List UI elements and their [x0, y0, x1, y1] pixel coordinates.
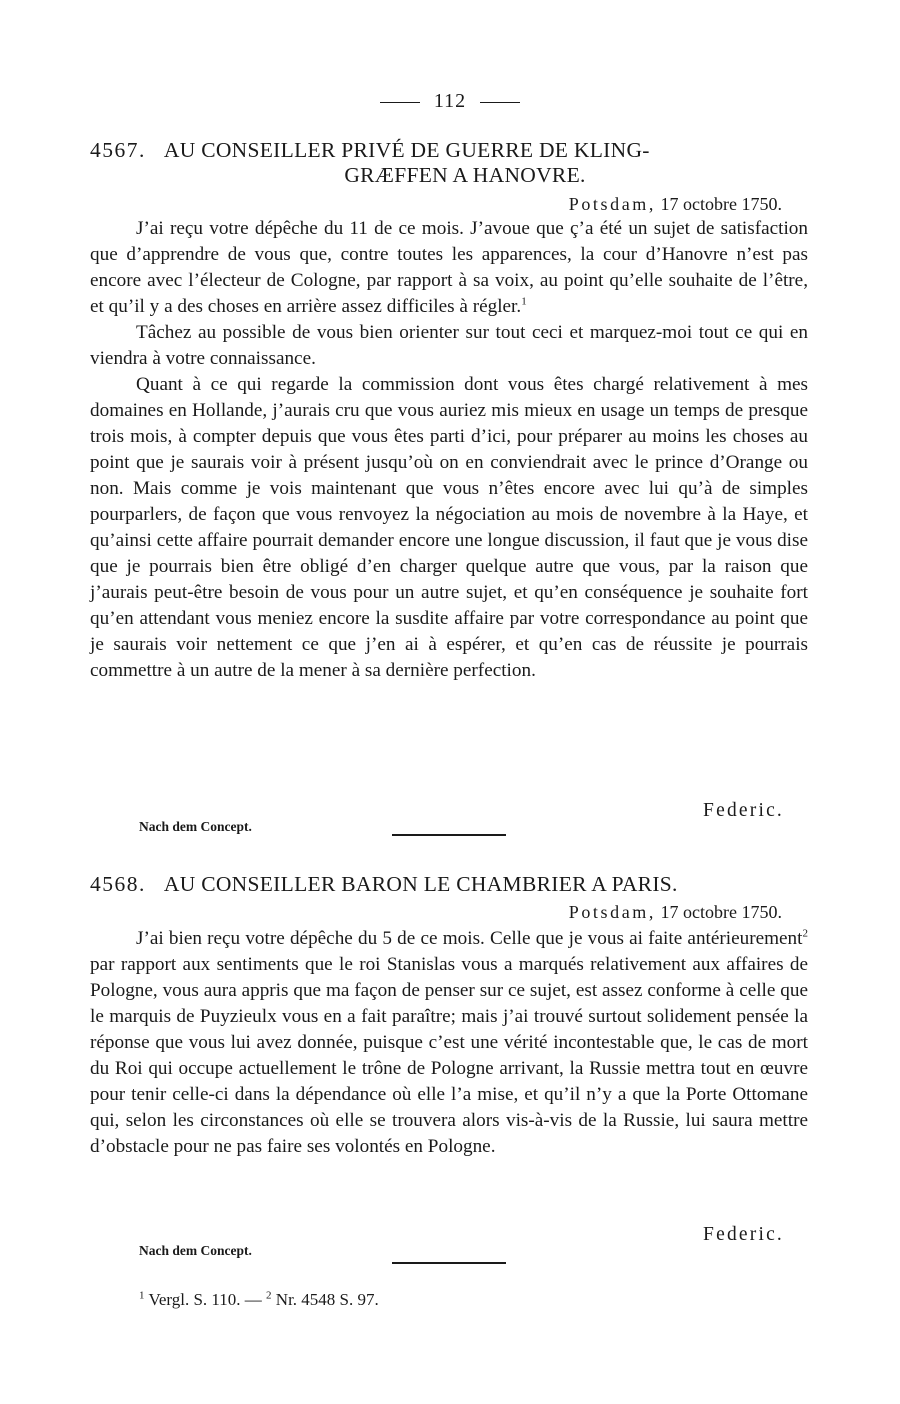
footnote-marker: 2	[802, 927, 808, 940]
letter-4568-source-note: Nach dem Concept.	[139, 1243, 252, 1258]
footnote-marker: 1	[521, 295, 527, 308]
footnotes	[139, 1290, 379, 1310]
letter-4567-signature: Federic.	[703, 800, 784, 821]
letter-4567-dateline	[569, 194, 782, 215]
date-text: 17 octobre 1750.	[660, 194, 782, 214]
letter-paragraph	[90, 216, 808, 320]
header-dash-left	[380, 102, 420, 103]
letter-4567-body	[90, 216, 808, 684]
letter-paragraph: Tâchez au possible de vous bien orienter sur tout ceci et marquez-moi tout ce qui en viendra à votre connaissance.	[90, 322, 808, 369]
footnote-text: Nr. 4548 S. 97.	[275, 1290, 379, 1309]
letter-number: 4568.	[90, 872, 146, 896]
letter-4567-heading	[90, 138, 810, 188]
paragraph-text: J’ai reçu votre dépêche du 11 de ce mois. J’avoue que ç’a été un sujet de satisfaction que d’apprendre de vous que, contre toutes les apparences, la cour d’Hanovre n’est pas encore avec l’électeur de Cologne, par rapport à sa voix, au point qu’elle souhaite de l’être, et qu’il y a des choses en arrière assez difficiles à régler.	[90, 218, 808, 317]
letter-4568-dateline	[569, 902, 782, 923]
letter-4568-body	[90, 926, 808, 1160]
section-divider-rule	[392, 1262, 506, 1264]
letter-number: 4567.	[90, 138, 146, 162]
footnote-text: Vergl. S. 110. —	[148, 1290, 262, 1309]
paragraph-text: J’ai bien reçu votre dépêche du 5 de ce mois. Celle que je vous ai faite antérieurement	[136, 928, 803, 949]
footnote-marker: 2	[266, 1289, 272, 1302]
page-number-header	[0, 90, 900, 113]
letter-paragraph	[90, 926, 808, 1160]
heading-line1: AU CONSEILLER PRIVÉ DE GUERRE DE KLING-	[163, 138, 650, 162]
letter-4568-heading	[90, 872, 810, 897]
date-text: 17 octobre 1750.	[660, 902, 782, 922]
letter-4568-signature: Federic.	[703, 1224, 784, 1245]
date-place: Potsdam,	[568, 902, 657, 922]
letter-paragraph: Quant à ce qui regarde la commission dont vous êtes chargé relativement à mes domaines en Hollande, j’aurais cru que vous auriez mis mieux en usage un temps de presque trois mois, à compter depuis que vous êtes parti d’ici, pour préparer au moins les choses au point que je saurais voir à présent jusqu’où on en conviendrait avec le prince d’Orange ou non. Mais comme je vois maintenant que vous n’êtes encore avec lui qu’à de simples pourparlers, de façon que vous renvoyez la négociation au mois de novembre à la Haye, et qu’ainsi cette affaire pourrait demander encore une longue discussion, il faut que je vous dise que je pourrais bien être obligé d’en charger quelque autre que vous, par la raison que j’aurais peut-être besoin de vous pour un autre sujet, et qu’en conséquence je souhaite fort qu’en attendant vous meniez encore la susdite affaire par votre correspondance au point que je saurais voir nettement ce que j’en ai à espérer, et qu’en cas de réussite je pourrais commettre à un autre de la mener à sa dernière perfection.	[90, 374, 808, 681]
paragraph-text: par rapport aux sentiments que le roi Stanislas vous a marqués relativement aux affaires de Pologne, vous aura appris que ma façon de penser sur ce sujet, est assez conforme à celle que le marquis de Puyzieulx vous en a fait paraître; mais j’ai trouvé surtout solidement pensée la réponse que vous lui avez donnée, puisque c’est une vérité incontestable que, le cas de mort du Roi qui occupe actuellement le trône de Pologne arrivant, la Russie mettra tout en œuvre pour tenir celle-ci dans la dépendance où elle l’a mise, et qu’il n’y a que la Porte Ottomane qui, selon les circonstances où elle se trouvera alors vis-à-vis de la Russie, lui saura mettre d’obstacle pour ne pas faire ses volontés en Pologne.	[90, 954, 808, 1157]
letter-4567-source-note: Nach dem Concept.	[139, 819, 252, 834]
header-dash-right	[480, 102, 520, 103]
heading-line1: AU CONSEILLER BARON LE CHAMBRIER A PARIS.	[163, 872, 678, 896]
page-number: 112	[433, 90, 467, 112]
footnote-marker: 1	[139, 1289, 145, 1302]
date-place: Potsdam,	[568, 194, 657, 214]
heading-line2: GRÆFFEN A HANOVRE.	[344, 163, 586, 187]
section-divider-rule	[392, 834, 506, 836]
